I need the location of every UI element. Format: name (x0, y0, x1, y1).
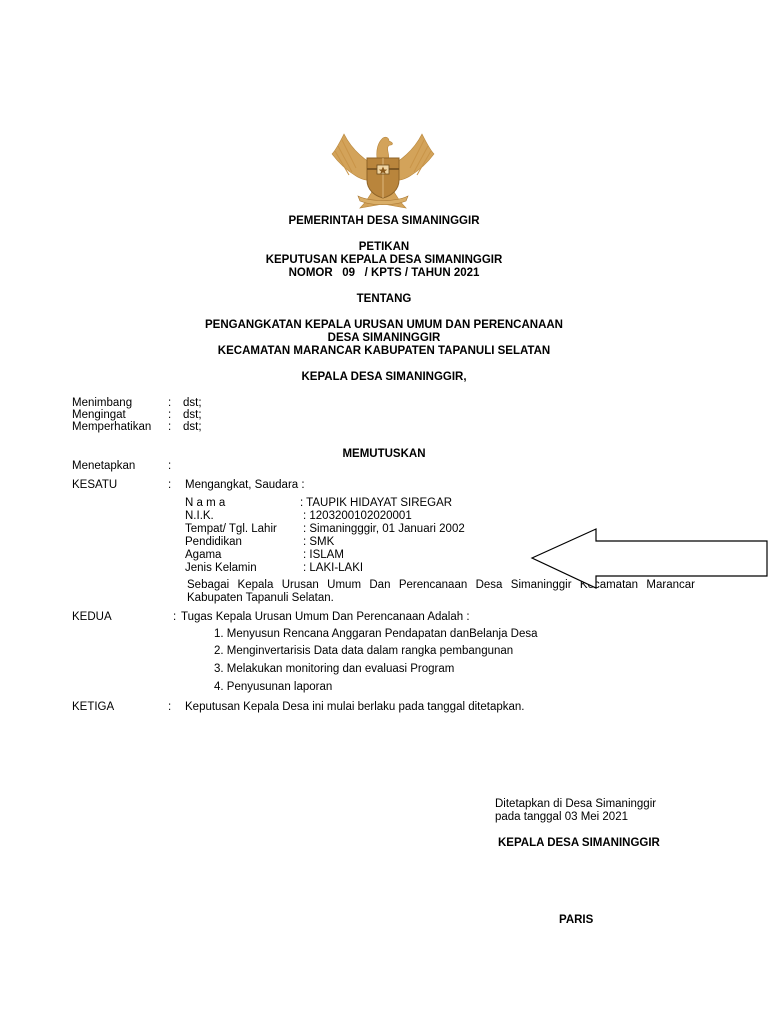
field-value: : ISLAM (303, 549, 344, 561)
subject-line-3: KECAMATAN MARANCAR KABUPATEN TAPANULI SELATAN (217, 345, 551, 357)
menetapkan-label: Menetapkan (72, 460, 136, 472)
position-statement-line-2: Kabupaten Tapanuli Selatan. (187, 592, 334, 604)
tentang-heading: TENTANG (356, 293, 412, 305)
field-label: Pendidikan (185, 536, 242, 548)
position-statement-line-1: Sebagai Kepala Urusan Umum Dan Perencanaan Desa Simaninggir Kecamatan Marancar (187, 579, 695, 591)
signature-name: PARIS (559, 914, 594, 926)
task-item: 4. Penyusunan laporan (214, 681, 333, 693)
kesatu-colon: : (168, 479, 172, 491)
field-value: : TAUPIK HIDAYAT SIREGAR (300, 497, 453, 509)
task-item: 1. Menyusun Rencana Anggaran Pendapatan danBelanja Desa (214, 628, 538, 640)
kedua-intro: Tugas Kepala Urusan Umum Dan Perencanaan Adalah : (181, 611, 470, 623)
petikan-heading: PETIKAN (358, 241, 410, 253)
field-label: Agama (185, 549, 222, 561)
kesatu-intro: Mengangkat, Saudara : (185, 479, 305, 491)
decree-heading: KEPUTUSAN KEPALA DESA SIMANINGGIR (265, 254, 503, 266)
consideration-colon: : (168, 397, 172, 409)
decree-number: NOMOR 09 / KPTS / TAHUN 2021 (288, 267, 480, 279)
field-value: : Simaningggir, 01 Januari 2002 (303, 523, 465, 535)
kedua-label: KEDUA (72, 611, 112, 623)
consideration-value: dst; (183, 409, 202, 421)
ketiga-text: Keputusan Kepala Desa ini mulai berlaku pada tanggal ditetapkan. (185, 701, 525, 713)
government-heading: PEMERINTAH DESA SIMANINGGIR (288, 215, 480, 227)
field-label: Tempat/ Tgl. Lahir (185, 523, 277, 535)
authority-heading: KEPALA DESA SIMANINGGIR, (301, 371, 467, 383)
field-value: : SMK (303, 536, 335, 548)
signature-date: pada tanggal 03 Mei 2021 (495, 811, 628, 823)
ketiga-colon: : (168, 701, 172, 713)
menetapkan-colon: : (168, 460, 172, 472)
field-value: : 1203200102020001 (303, 510, 412, 522)
field-label: N.I.K. (185, 510, 214, 522)
subject-line-2: DESA SIMANINGGIR (327, 332, 441, 344)
consideration-colon: : (168, 421, 172, 433)
kedua-colon: : (173, 611, 177, 623)
field-value: : LAKI-LAKI (303, 562, 364, 574)
left-arrow-outline-icon (530, 528, 768, 610)
field-label: Jenis Kelamin (185, 562, 257, 574)
kesatu-label: KESATU (72, 479, 118, 491)
ketiga-label: KETIGA (72, 701, 115, 713)
garuda-emblem-icon (322, 128, 444, 210)
signature-place: Ditetapkan di Desa Simaninggir (495, 798, 657, 810)
consideration-label: Menimbang (72, 397, 133, 409)
consideration-value: dst; (183, 421, 202, 433)
subject-line-1: PENGANGKATAN KEPALA URUSAN UMUM DAN PERENCANAAN (205, 319, 563, 331)
signature-title: KEPALA DESA SIMANINGGIR (498, 837, 660, 849)
field-label: N a m a (185, 497, 226, 509)
consideration-label: Mengingat (72, 409, 126, 421)
task-item: 3. Melakukan monitoring dan evaluasi Program (214, 663, 455, 675)
consideration-label: Memperhatikan (72, 421, 152, 433)
consideration-colon: : (168, 409, 172, 421)
task-item: 2. Menginvertarisis Data data dalam rangka pembangunan (214, 645, 514, 657)
consideration-value: dst; (183, 397, 202, 409)
memutuskan-heading: MEMUTUSKAN (342, 448, 426, 460)
